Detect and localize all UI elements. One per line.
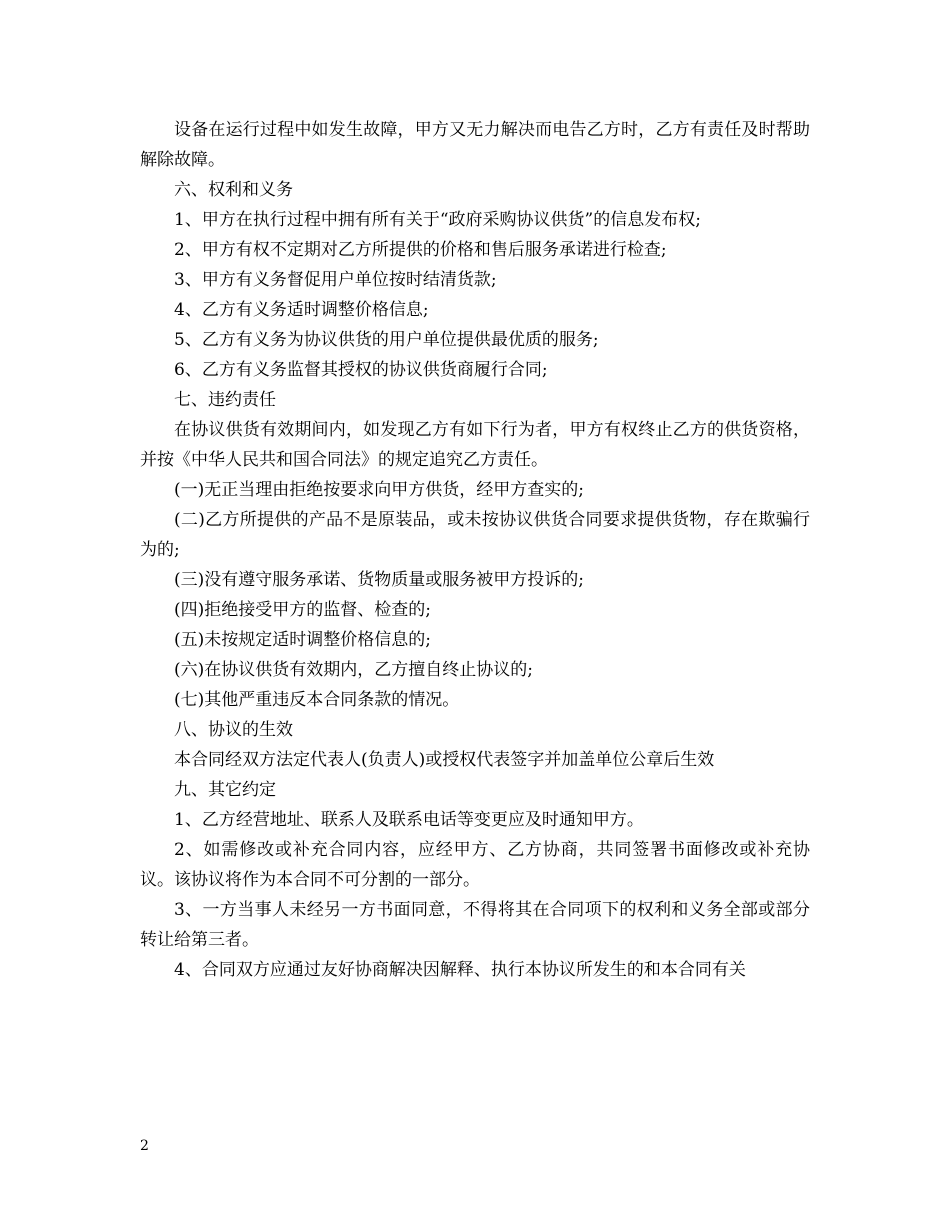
paragraph: 2、甲方有权不定期对乙方所提供的价格和售后服务承诺进行检查; [174,240,667,260]
paragraph: 5、乙方有义务为协议供货的用户单位提供最优质的服务; [174,330,599,350]
paragraph: 本合同经双方法定代表人(负责人)或授权代表签字并加盖单位公章后生效 [174,750,715,770]
paragraph: 设备在运行过程中如发生故障，甲方又无力解决而电告乙方时，乙方有责任及时帮助解除故障。 [140,120,810,170]
paragraph: 1、甲方在执行过程中拥有所有关于“政府采购协议供货”的信息发布权; [174,210,701,230]
document-body [140,115,810,985]
paragraph: 3、甲方有义务督促用户单位按时结清货款; [174,270,497,290]
paragraph: 4、合同双方应通过友好协商解决因解释、执行本协议所发生的和本合同有关 [174,960,746,980]
paragraph: (二)乙方所提供的产品不是原装品，或未按协议供货合同要求提供货物，存在欺骗行为的; [140,510,810,560]
paragraph: 3、一方当事人未经另一方书面同意，不得将其在合同项下的权利和义务全部或部分转让给第三者。 [140,900,810,950]
paragraph: (五)未按规定适时调整价格信息的; [174,630,431,650]
paragraph: 2、如需修改或补充合同内容，应经甲方、乙方协商，共同签署书面修改或补充协议。该协议将作为本合同不可分割的一部分。 [140,840,810,890]
paragraph: (四)拒绝接受甲方的监督、检查的; [174,600,431,620]
paragraph: (三)没有遵守服务承诺、货物质量或服务被甲方投诉的; [174,570,584,590]
paragraph: 6、乙方有义务监督其授权的协议供货商履行合同; [174,360,548,380]
paragraph: (六)在协议供货有效期内，乙方擅自终止协议的; [174,660,533,680]
paragraph: (一)无正当理由拒绝按要求向甲方供货，经甲方查实的; [174,480,584,500]
paragraph: 4、乙方有义务适时调整价格信息; [174,300,429,320]
paragraph: 1、乙方经营地址、联系人及联系电话等变更应及时通知甲方。 [174,810,644,830]
section-heading: 八、协议的生效 [174,720,293,740]
paragraph: 在协议供货有效期间内，如发现乙方有如下行为者，甲方有权终止乙方的供货资格，并按《中华人民共和国合同法》的规定追究乙方责任。 [140,420,810,470]
section-heading: 九、其它约定 [174,780,276,800]
paragraph: (七)其他严重违反本合同条款的情况。 [174,690,460,710]
page-number: 2 [140,1138,149,1154]
section-heading: 六、权利和义务 [174,180,293,200]
section-heading: 七、违约责任 [174,390,276,410]
